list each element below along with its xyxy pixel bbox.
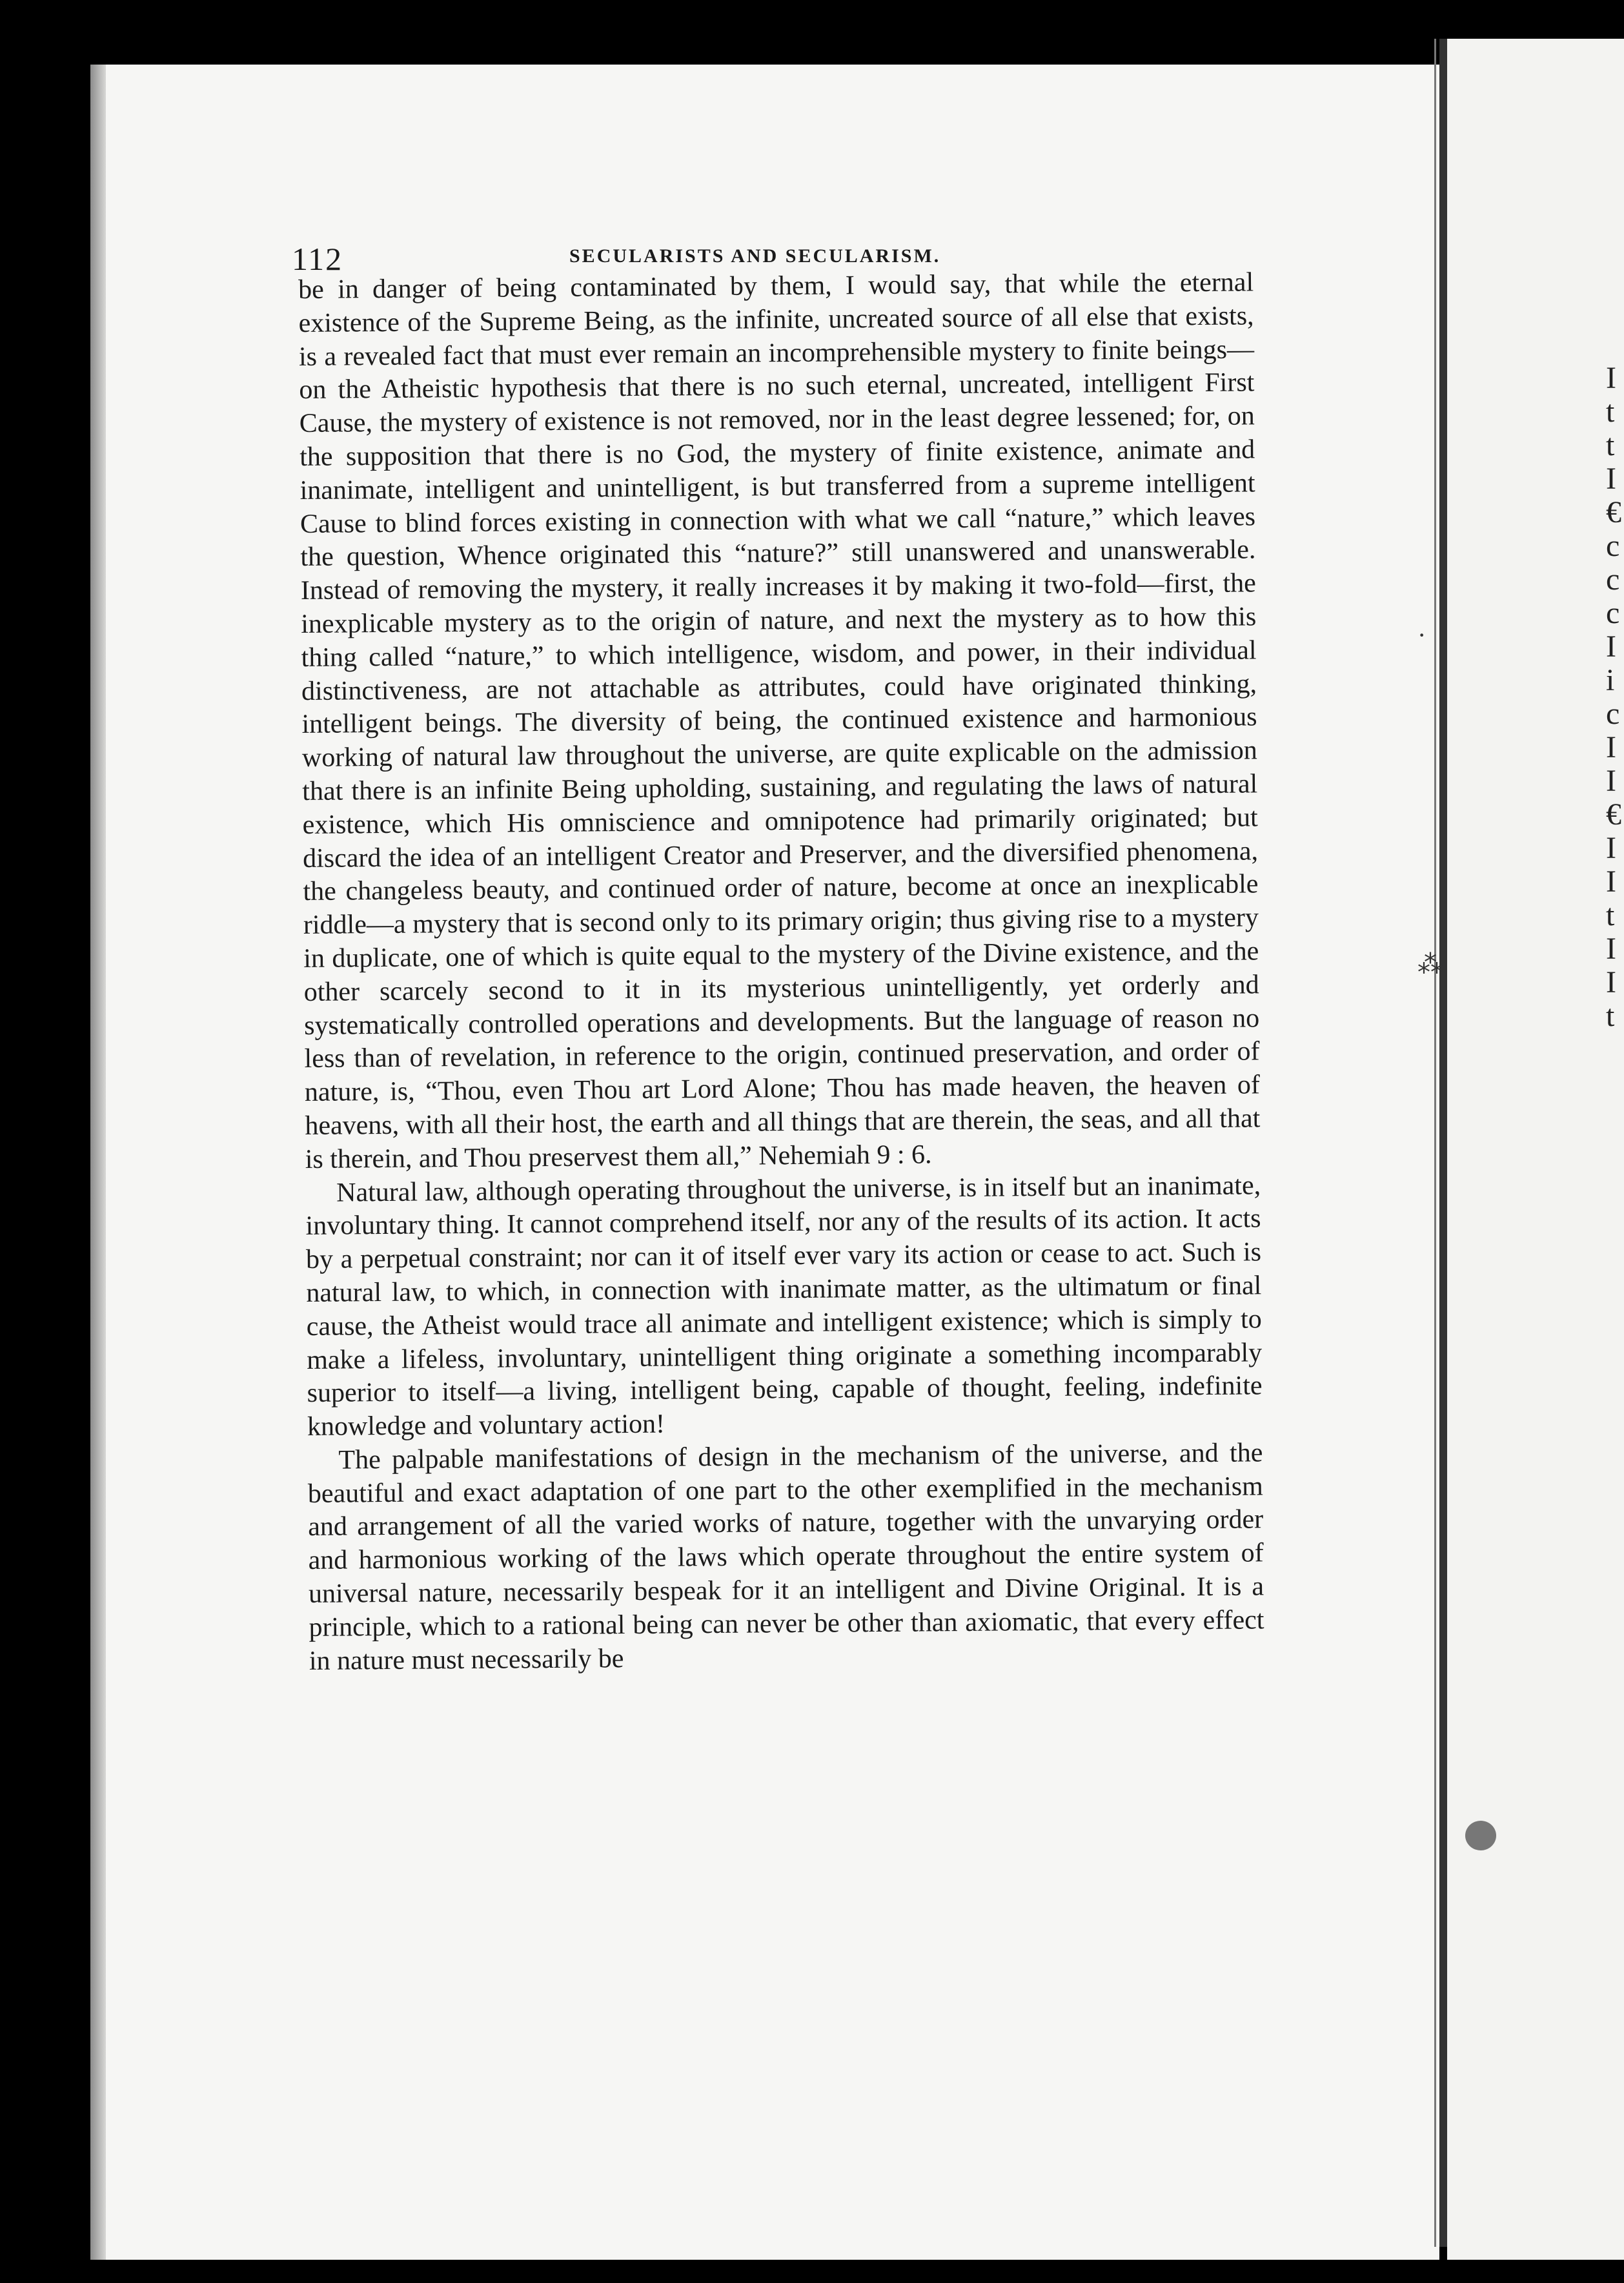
edge-letter: I	[1606, 730, 1616, 764]
paragraph: The palpable manifestations of design in the mechanism of the universe, and the beautiful and exact adaptation of one part to the other exemplified in the mechanism and arrangement of all the varied works of nature, together with the unvarying order and harmonious working of the laws which operate throughout the entire system of universal nature, necessarily bespeak for it an intelligent and Divine Original. It is a principle, which to a rational being can never be other than axiomatic, that every effect in nature must necessarily be	[307, 1438, 1264, 1676]
edge-letter: c	[1606, 529, 1620, 563]
body-text	[298, 266, 1264, 1678]
edge-letter: I	[1606, 865, 1616, 899]
edge-letter: I	[1606, 965, 1616, 999]
paragraph: Natural law, although operating throughout the universe, is in itself but an inanimate, involuntary thing. It cannot comprehend itself, nor any of the results of its action. It acts by a perpetual constraint; nor can it of itself ever vary its action or cease to act. Such is natural law, to which, in connection with inanimate matter, as the ultimatum or final cause, the Atheist would trace all animate and intelligent existence; which is simply to make a lifeless, involuntary, unintelligent thing originate a something incomparably superior to itself—a living, intelligent being, capable of thought, feeling, indefinite knowledge and voluntary action!	[305, 1170, 1263, 1442]
book-gutter	[1439, 39, 1447, 2247]
right-page-edge-letters	[1606, 362, 1624, 1033]
edge-letter: I	[1606, 932, 1616, 966]
page-edge-shadow	[90, 65, 106, 2260]
edge-letter: t	[1606, 428, 1615, 462]
edge-letter: t	[1606, 394, 1615, 429]
running-title: SECULARISTS AND SECULARISM.	[569, 245, 941, 267]
edge-letter: i	[1606, 663, 1615, 697]
edge-letter: t	[1606, 999, 1615, 1033]
edge-letter: I	[1606, 831, 1616, 865]
right-page-sliver	[1447, 39, 1624, 2260]
edge-letter: c	[1606, 697, 1620, 731]
page-number: 112	[292, 241, 343, 277]
edge-letter: I	[1606, 361, 1616, 395]
gutter-mark: ⁂	[1417, 950, 1443, 979]
edge-letter: I	[1606, 764, 1616, 798]
gutter-mark: ·	[1417, 620, 1426, 650]
edge-letter: €	[1606, 797, 1621, 832]
gutter-inner-line	[1434, 39, 1436, 2247]
ink-blot	[1465, 1821, 1496, 1850]
edge-letter: c	[1606, 562, 1620, 597]
edge-letter: c	[1606, 596, 1620, 630]
edge-letter: I	[1606, 462, 1616, 496]
paragraph: be in danger of being contaminated by them, I would say, that while the eternal existence of the Supreme Being, as the infinite, uncreated source of all else that exists, is a revealed fact that must ever remain an incomprehensible mystery to finite beings—on the Atheistic hypothesis that there is no such eternal, uncreated, intelligent First Cause, the mystery of existence is not removed, nor in the least degree lessened; for, on the supposition that there is no God, the mystery of finite existence, animate and inanimate, intelligent and unintelligent, is but transferred from a supreme intelligent Cause to blind forces existing in connection with what we call “nature,” which leaves the question, Whence originated this “nature?” still unanswered and unanswerable. Instead of removing the mystery, it really increases it by making it two-fold—first, the inexplicable mystery as to the origin of nature, and next the mystery as to how this thing called “nature,” to which intelligence, wisdom, and power, in their individual distinctiveness, are not attachable as attributes, could have originated thinking, intelligent beings. The diversity of being, the continued existence and harmonious working of natural law throughout the universe, are quite explicable on the admission that there is an infinite Being upholding, sustaining, and regulating the laws of natural existence, which His omniscience and omnipotence had primarily originated; but discard the idea of an intelligent Creator and Preserver, and the diversified phenomena, the changeless beauty, and continued order of nature, become at once an inexplicable riddle—a mystery that is second only to its primary origin; thus giving rise to a mystery in duplicate, one of which is quite equal to the mystery of the Divine existence, and the other scarcely second to it in its mysterious unintelligently, yet orderly and systematically controlled operations and developments. But the language of reason no less than of revelation, in reference to the origin, continued preservation, and order of nature, is, “Thou, even Thou art Lord Alone; Thou has made heaven, the heaven of heavens, with all their host, the earth and all things that are therein, the seas, and all that is therein, and Thou preservest them all,” Nehemiah 9 : 6.	[298, 267, 1261, 1174]
edge-letter: I	[1606, 630, 1616, 664]
edge-letter: €	[1606, 495, 1621, 529]
edge-letter: t	[1606, 898, 1615, 932]
